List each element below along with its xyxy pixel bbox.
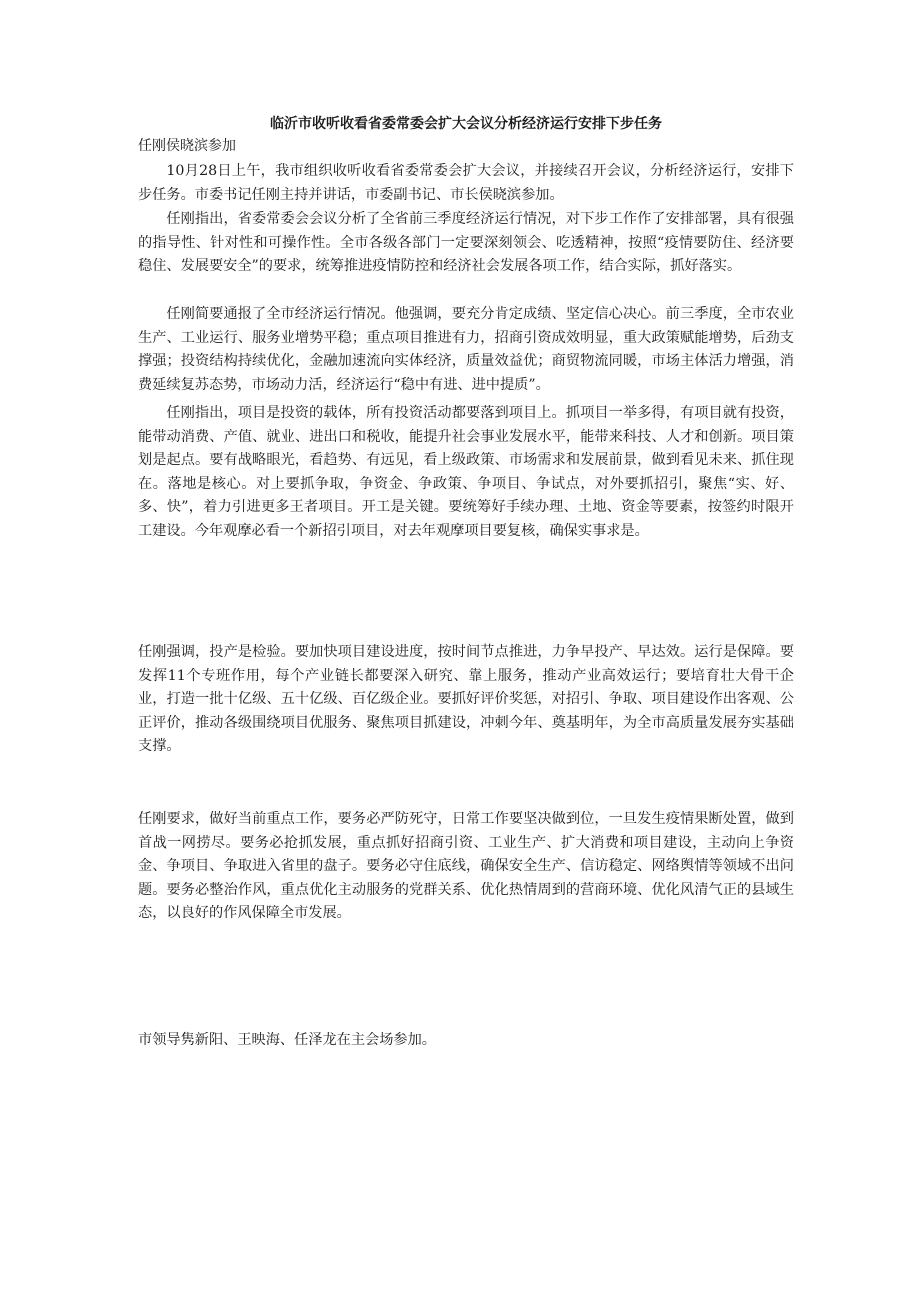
- paragraph-projects: 任刚指出，项目是投资的载体，所有投资活动都要落到项目上。抓项目一举多得，有项目就有投资，能带动消费、产值、就业、进出口和税收，能提升社会事业发展水平，能带来科技、人才和创新。项目策划是起点。要有战略眼光，看趋势、有远见，看上级政策、市场需求和发展前景，做到看见未来、抓住现在。落地是核心。对上要抓争取，争资金、争政策、争项目、争试点，对外要抓招引，聚焦“实、好、多、快”，着力引进更多王者项目。开工是关键。要统筹好手续办理、土地、资金等要素，按签约时限开工建设。今年观摩必看一个新招引项目，对去年观摩项目要复核，确保实事求是。: [138, 405, 794, 539]
- paragraph-production: 任刚强调，投产是检验。要加快项目建设进度，按时间节点推进，力争早投产、早达效。运行是保障。要发挥11个专班作用，每个产业链长都要深入研究、靠上服务，推动产业高效运行；要培育壮大骨干企业，打造一批十亿级、五十亿级、百亿级企业。要抓好评价奖惩，对招引、争取、项目建设作出客观、公正评价，推动各级围绕项目优服务、聚焦项目抓建设，冲刺今年、奠基明年，为全市高质量发展夯实基础支撑。: [138, 644, 794, 754]
- document-byline: 任刚侯晓滨参加: [138, 138, 236, 154]
- paragraph-key-tasks: 任刚要求，做好当前重点工作，要务必严防死守，日常工作要坚决做到位，一旦发生疫情果断处置，做到首战一网捞尽。要务必抢抓发展，重点抓好招商引资、工业生产、扩大消费和项目建设，主动向上争资金、争项目、争取进入省里的盘子。要务必守住底线，确保安全生产、信访稳定、网络舆情等领域不出问题。要务必整治作风，重点优化主动服务的党群关系、优化热情周到的营商环境、优化风清气正的县域生态，以良好的作风保障全市发展。: [138, 811, 794, 921]
- paragraph-meeting-intro: 10月28日上午，我市组织收听收看省委常委会扩大会议，并接续召开会议，分析经济运行，安排下步任务。市委书记任刚主持并讲话，市委副书记、市长侯晓滨参加。: [138, 163, 794, 203]
- paragraph-attendees: 市领导隽新阳、王映海、任泽龙在主会场参加。: [138, 1032, 436, 1048]
- paragraph-provincial-meeting: 任刚指出，省委常委会会议分析了全省前三季度经济运行情况，对下步工作作了安排部署，具有很强的指导性、针对性和可操作性。全市各级各部门一定要深刻领会、吃透精神，按照“疫情要防住、经济要稳住、发展要安全”的要求，统筹推进疫情防控和经济社会发展各项工作，结合实际，抓好落实。: [138, 211, 794, 274]
- document-title: 临沂市收听收看省委常委会扩大会议分析经济运行安排下步任务: [270, 116, 662, 132]
- paragraph-economic-report: 任刚简要通报了全市经济运行情况。他强调，要充分肯定成绩、坚定信心决心。前三季度，全市农业生产、工业运行、服务业增势平稳；重点项目推进有力，招商引资成效明显，重大政策赋能增势，后劲支撑强；投资结构持续优化，金融加速流向实体经济，质量效益优；商贸物流同暖，市场主体活力增强，消费延续复苏态势，市场动力活，经济运行“稳中有进、进中提质”。: [138, 306, 794, 393]
